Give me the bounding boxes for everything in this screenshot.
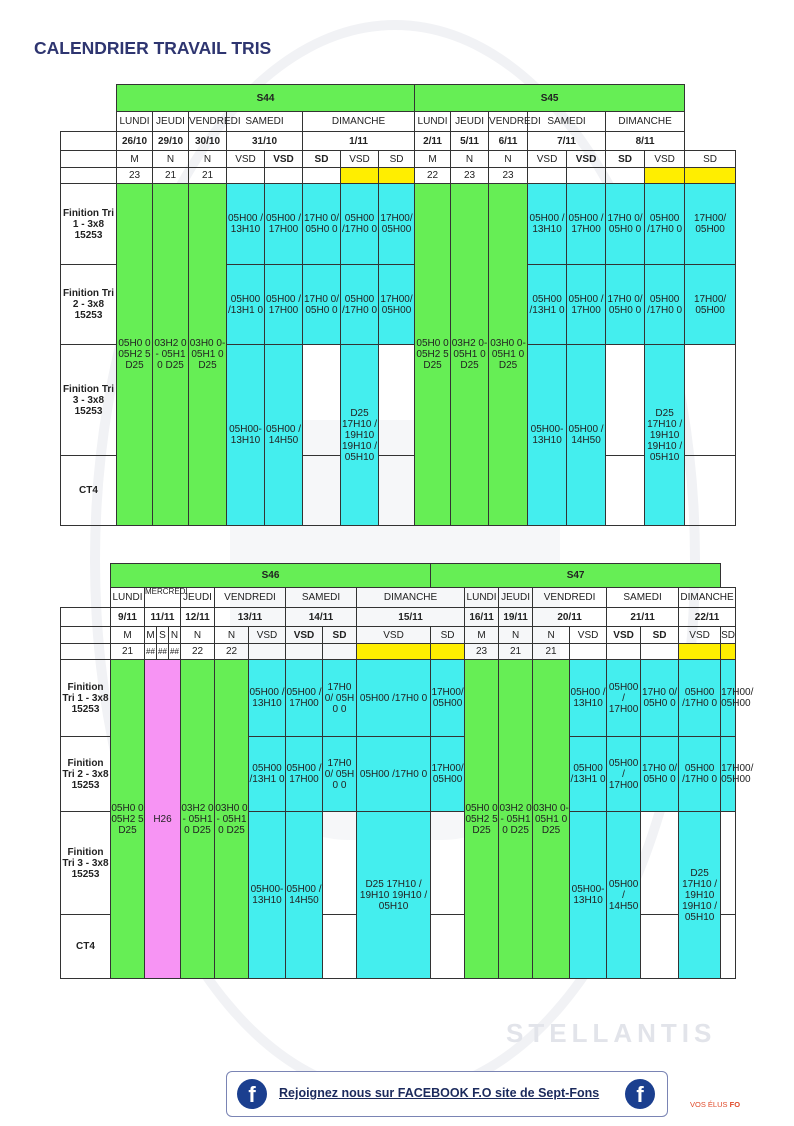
count-cell-highlight <box>685 168 736 184</box>
shift-cell-wednesday: H26 <box>145 660 181 979</box>
date-label: 8/11 <box>606 132 685 151</box>
blank-cell <box>61 112 117 132</box>
team-row-tri1 <box>61 184 736 265</box>
shift-cell-sd: 17H0 0/ 05H0 0 <box>641 737 679 812</box>
shift-cell-sunday-sd: 17H00/ 05H00 <box>431 660 465 737</box>
shift-cell-sunday-sd: 17H00/ 05H00 <box>685 265 736 345</box>
day-label: LUNDI <box>415 112 451 132</box>
date-label: 2/11 <box>415 132 451 151</box>
shift-cell-sd: 17H0 0/ 05H0 0 <box>606 265 645 345</box>
shift-cell-sunday-vsd: 05H00 /17H0 0 <box>645 184 685 265</box>
facebook-icon[interactable]: f <box>625 1079 655 1109</box>
week-row <box>61 85 736 112</box>
count-cell: ## <box>169 644 181 660</box>
count-cell: 22 <box>181 644 215 660</box>
date-label: 15/11 <box>357 608 465 627</box>
count-cell <box>323 644 357 660</box>
date-label: 21/11 <box>607 608 679 627</box>
day-label: SAMEDI <box>227 112 303 132</box>
shift-label: N <box>451 151 489 168</box>
count-cell <box>249 644 286 660</box>
count-cell: 23 <box>489 168 528 184</box>
shift-label: M <box>117 151 153 168</box>
count-cell <box>606 168 645 184</box>
date-label: 1/11 <box>303 132 415 151</box>
shift-label: M <box>465 627 499 644</box>
count-cell: ## <box>145 644 157 660</box>
empty-cell <box>641 915 679 979</box>
day-label: DIMANCHE <box>679 588 736 608</box>
shift-label: N <box>153 151 189 168</box>
blank-cell <box>61 151 117 168</box>
day-label: LUNDI <box>111 588 145 608</box>
day-row <box>61 112 736 132</box>
shift-cell-vsd: 05H00 / 13H10 <box>570 660 607 737</box>
shift-label: S <box>157 627 169 644</box>
shift-cell-sunday-vsd: D25 17H10 / 19H10 19H10 / 05H10 <box>341 345 379 526</box>
count-cell <box>607 644 641 660</box>
day-label: LUNDI <box>465 588 499 608</box>
date-label: 9/11 <box>111 608 145 627</box>
row-label: Finition Tri 1 - 3x8 15253 <box>61 184 117 265</box>
shift-cell-sunday-sd: 17H00/ 05H00 <box>379 184 415 265</box>
shift-label: VSD <box>357 627 431 644</box>
shift-label: N <box>499 627 533 644</box>
shift-cell-thursday: 03H2 0- 05H1 0 D25 <box>499 660 533 979</box>
day-label: VENDREDI <box>189 112 227 132</box>
shift-cell-sunday-sd: 17H00/ 05H00 <box>379 265 415 345</box>
day-label: DIMANCHE <box>357 588 465 608</box>
shift-cell-vsd: 05H00 / 14H50 <box>607 812 641 979</box>
shift-cell-vsd: 05H00 / 17H00 <box>567 265 606 345</box>
shift-cell-vsd: 05H00 / 17H00 <box>607 737 641 812</box>
shift-cell-vsd: 05H00 / 13H10 <box>227 184 265 265</box>
shift-cell-sunday-vsd: 05H00 /17H0 0 <box>357 737 431 812</box>
shift-label: SD <box>303 151 341 168</box>
shift-label: M <box>111 627 145 644</box>
blank-cell <box>61 564 111 588</box>
shift-cell-friday: 03H0 0- 05H1 0 D25 <box>533 660 570 979</box>
blank-cell <box>61 608 111 627</box>
shift-row <box>61 151 736 168</box>
shift-label: VSD <box>528 151 567 168</box>
elus-prefix: VOS ÉLUS <box>690 1100 730 1109</box>
empty-cell <box>379 345 415 456</box>
row-label: Finition Tri 2 - 3x8 15253 <box>61 265 117 345</box>
date-label: 31/10 <box>227 132 303 151</box>
shift-label: VSD <box>341 151 379 168</box>
date-label: 26/10 <box>117 132 153 151</box>
shift-cell-thursday: 03H2 0- 05H1 0 D25 <box>153 184 189 526</box>
day-label: MERCREDI <box>145 588 181 608</box>
shift-label: VSD <box>249 627 286 644</box>
shift-row <box>61 627 736 644</box>
shift-label: VSD <box>286 627 323 644</box>
shift-cell-sd: 17H0 0/ 05H0 0 <box>641 660 679 737</box>
shift-cell-sunday-sd: 17H00/ 05H00 <box>431 737 465 812</box>
shift-cell-monday: 05H0 0 05H2 5 D25 <box>117 184 153 526</box>
shift-cell-thursday: 03H2 0- 05H1 0 D25 <box>451 184 489 526</box>
row-label: CT4 <box>61 456 117 526</box>
team-row-tri1 <box>61 660 736 737</box>
date-label: 22/11 <box>679 608 736 627</box>
shift-cell-vsd: 05H00 /13H1 0 <box>227 265 265 345</box>
count-cell-highlight <box>679 644 721 660</box>
shift-label: VSD <box>227 151 265 168</box>
shift-cell-vsd: 05H00 / 17H00 <box>286 737 323 812</box>
blank-cell <box>61 168 117 184</box>
elus-fo: FO <box>729 1100 741 1109</box>
count-cell <box>567 168 606 184</box>
shift-cell-vsd: 05H00 / 14H50 <box>286 812 323 979</box>
week-header: S46 <box>111 564 431 588</box>
shift-cell-friday: 03H0 0- 05H1 0 D25 <box>189 184 227 526</box>
shift-cell-vsd: 05H00 /13H1 0 <box>249 737 286 812</box>
day-label: SAMEDI <box>528 112 606 132</box>
day-label: JEUDI <box>451 112 489 132</box>
watermark-text: STELLANTIS <box>506 1018 717 1048</box>
shift-cell-sunday-vsd: 05H00 /17H0 0 <box>679 737 721 812</box>
shift-label: VSD <box>645 151 685 168</box>
shift-label: N <box>181 627 215 644</box>
shift-label: VSD <box>265 151 303 168</box>
date-row <box>61 608 736 627</box>
shift-label: SD <box>431 627 465 644</box>
count-cell-highlight <box>721 644 736 660</box>
empty-cell <box>431 812 465 915</box>
empty-cell <box>685 345 736 456</box>
calendar-table-s46-s47 <box>60 563 754 979</box>
shift-label: SD <box>323 627 357 644</box>
empty-cell <box>323 915 357 979</box>
date-label: 30/10 <box>189 132 227 151</box>
shift-label: VSD <box>679 627 721 644</box>
elus-fo-label <box>690 1100 740 1109</box>
count-cell <box>303 168 341 184</box>
date-label: 19/11 <box>499 608 533 627</box>
shift-cell-sd: 17H0 0/ 05H0 0 <box>323 737 357 812</box>
shift-cell-sunday-vsd: 05H00 /17H0 0 <box>679 660 721 737</box>
day-label: LUNDI <box>117 112 153 132</box>
day-label: VENDREDI <box>533 588 607 608</box>
date-label: 12/11 <box>181 608 215 627</box>
shift-cell-sunday-vsd: 05H00 /17H0 0 <box>341 184 379 265</box>
count-cell-highlight <box>431 644 465 660</box>
count-cell <box>641 644 679 660</box>
shift-cell-vsd: 05H00- 13H10 <box>249 812 286 979</box>
week-row <box>61 564 736 588</box>
empty-cell <box>323 812 357 915</box>
day-label: JEUDI <box>181 588 215 608</box>
shift-label: N <box>215 627 249 644</box>
shift-cell-vsd: 05H00 / 17H00 <box>607 660 641 737</box>
shift-cell-vsd: 05H00 /13H1 0 <box>528 265 567 345</box>
empty-cell <box>379 456 415 526</box>
blank-cell <box>61 588 111 608</box>
date-label: 7/11 <box>528 132 606 151</box>
page-title: CALENDRIER TRAVAIL TRIS <box>34 38 272 58</box>
row-label: Finition Tri 1 - 3x8 15253 <box>61 660 111 737</box>
shift-cell-sd: 17H0 0/ 05H0 0 <box>303 184 341 265</box>
count-cell: 22 <box>215 644 249 660</box>
shift-cell-sd: 17H0 0/ 05H0 0 <box>303 265 341 345</box>
shift-label: N <box>489 151 528 168</box>
shift-cell-sunday-vsd: D25 17H10 / 19H10 19H10 / 05H10 <box>357 812 431 979</box>
shift-cell-vsd: 05H00 / 17H00 <box>567 184 606 265</box>
shift-cell-vsd: 05H00 / 14H50 <box>567 345 606 526</box>
shift-cell-vsd: 05H00- 13H10 <box>227 345 265 526</box>
calendar-table-s44-s45 <box>60 84 736 526</box>
shift-cell-sunday-sd: 17H00/ 05H00 <box>685 184 736 265</box>
day-label: VENDREDI <box>215 588 286 608</box>
count-row <box>61 644 736 660</box>
shift-cell-vsd: 05H00- 13H10 <box>528 345 567 526</box>
shift-cell-vsd: 05H00 / 13H10 <box>249 660 286 737</box>
day-label: SAMEDI <box>607 588 679 608</box>
shift-cell-friday: 03H0 0- 05H1 0 D25 <box>489 184 528 526</box>
shift-cell-sunday-sd: 17H00/ 05H00 <box>721 737 736 812</box>
date-label: 5/11 <box>451 132 489 151</box>
empty-cell <box>303 345 341 456</box>
count-cell: 21 <box>189 168 227 184</box>
day-label: DIMANCHE <box>303 112 415 132</box>
shift-label: SD <box>606 151 645 168</box>
shift-cell-sunday-vsd: 05H00 /17H0 0 <box>357 660 431 737</box>
count-cell: 23 <box>465 644 499 660</box>
empty-cell <box>606 345 645 456</box>
empty-cell <box>721 915 736 979</box>
shift-label: VSD <box>607 627 641 644</box>
shift-cell-sd: 17H0 0/ 05H0 0 <box>606 184 645 265</box>
shift-label: VSD <box>567 151 606 168</box>
shift-cell-sunday-vsd: D25 17H10 / 19H10 19H10 / 05H10 <box>645 345 685 526</box>
count-cell: 23 <box>117 168 153 184</box>
shift-cell-vsd: 05H00 / 17H00 <box>265 265 303 345</box>
shift-label: M <box>415 151 451 168</box>
count-cell: 21 <box>533 644 570 660</box>
shift-label: N <box>533 627 570 644</box>
shift-cell-vsd: 05H00 / 14H50 <box>265 345 303 526</box>
shift-cell-sd: 17H0 0/ 05H0 0 <box>323 660 357 737</box>
facebook-icon[interactable]: f <box>237 1079 267 1109</box>
day-label: SAMEDI <box>286 588 357 608</box>
shift-label: VSD <box>570 627 607 644</box>
facebook-link[interactable]: Rejoignez nous sur FACEBOOK F.O site de Sept-Fons <box>279 1086 600 1100</box>
row-label: CT4 <box>61 915 111 979</box>
blank-cell <box>61 627 111 644</box>
shift-cell-vsd: 05H00- 13H10 <box>570 812 607 979</box>
date-label: 29/10 <box>153 132 189 151</box>
facebook-banner[interactable] <box>226 1071 668 1117</box>
blank-cell <box>61 132 117 151</box>
shift-cell-sunday-vsd: D25 17H10 / 19H10 19H10 / 05H10 <box>679 812 721 979</box>
date-label: 16/11 <box>465 608 499 627</box>
count-cell <box>227 168 265 184</box>
date-label: 13/11 <box>215 608 286 627</box>
shift-cell-sunday-vsd: 05H00 /17H0 0 <box>341 265 379 345</box>
date-label: 14/11 <box>286 608 357 627</box>
date-row <box>61 132 736 151</box>
shift-cell-friday: 03H0 0- 05H1 0 D25 <box>215 660 249 979</box>
count-cell: 22 <box>415 168 451 184</box>
count-cell: 21 <box>499 644 533 660</box>
shift-label: N <box>189 151 227 168</box>
count-row <box>61 168 736 184</box>
shift-cell-monday: 05H0 0 05H2 5 D25 <box>111 660 145 979</box>
shift-cell-vsd: 05H00 /13H1 0 <box>570 737 607 812</box>
shift-cell-vsd: 05H00 / 17H00 <box>265 184 303 265</box>
day-row <box>61 588 736 608</box>
date-label: 11/11 <box>145 608 181 627</box>
shift-cell-sunday-sd: 17H00/ 05H00 <box>721 660 736 737</box>
count-cell: 23 <box>451 168 489 184</box>
shift-label: SD <box>379 151 415 168</box>
shift-label: SD <box>721 627 736 644</box>
blank-cell <box>61 85 117 112</box>
shift-cell-monday: 05H0 0 05H2 5 D25 <box>465 660 499 979</box>
week-header: S45 <box>415 85 685 112</box>
blank-cell <box>61 644 111 660</box>
day-label: JEUDI <box>499 588 533 608</box>
empty-cell <box>431 915 465 979</box>
count-cell <box>265 168 303 184</box>
empty-cell <box>721 812 736 915</box>
row-label: Finition Tri 3 - 3x8 15253 <box>61 812 111 915</box>
date-label: 20/11 <box>533 608 607 627</box>
count-cell <box>570 644 607 660</box>
count-cell: ## <box>157 644 169 660</box>
empty-cell <box>303 456 341 526</box>
shift-label: SD <box>641 627 679 644</box>
day-label: JEUDI <box>153 112 189 132</box>
count-cell-highlight <box>645 168 685 184</box>
shift-cell-thursday: 03H2 0- 05H1 0 D25 <box>181 660 215 979</box>
empty-cell <box>606 456 645 526</box>
count-cell <box>286 644 323 660</box>
week-header: S47 <box>431 564 721 588</box>
empty-cell <box>685 456 736 526</box>
count-cell-highlight <box>341 168 379 184</box>
shift-cell-monday: 05H0 0 05H2 5 D25 <box>415 184 451 526</box>
shift-label: N <box>169 627 181 644</box>
shift-cell-vsd: 05H00 / 17H00 <box>286 660 323 737</box>
shift-label: M <box>145 627 157 644</box>
count-cell: 21 <box>153 168 189 184</box>
shift-cell-vsd: 05H00 / 13H10 <box>528 184 567 265</box>
count-cell <box>528 168 567 184</box>
empty-cell <box>641 812 679 915</box>
count-cell: 21 <box>111 644 145 660</box>
day-label: VENDREDI <box>489 112 528 132</box>
shift-cell-sunday-vsd: 05H00 /17H0 0 <box>645 265 685 345</box>
day-label: DIMANCHE <box>606 112 685 132</box>
date-label: 6/11 <box>489 132 528 151</box>
week-header: S44 <box>117 85 415 112</box>
shift-label: SD <box>685 151 736 168</box>
row-label: Finition Tri 3 - 3x8 15253 <box>61 345 117 456</box>
count-cell-highlight <box>357 644 431 660</box>
count-cell-highlight <box>379 168 415 184</box>
row-label: Finition Tri 2 - 3x8 15253 <box>61 737 111 812</box>
